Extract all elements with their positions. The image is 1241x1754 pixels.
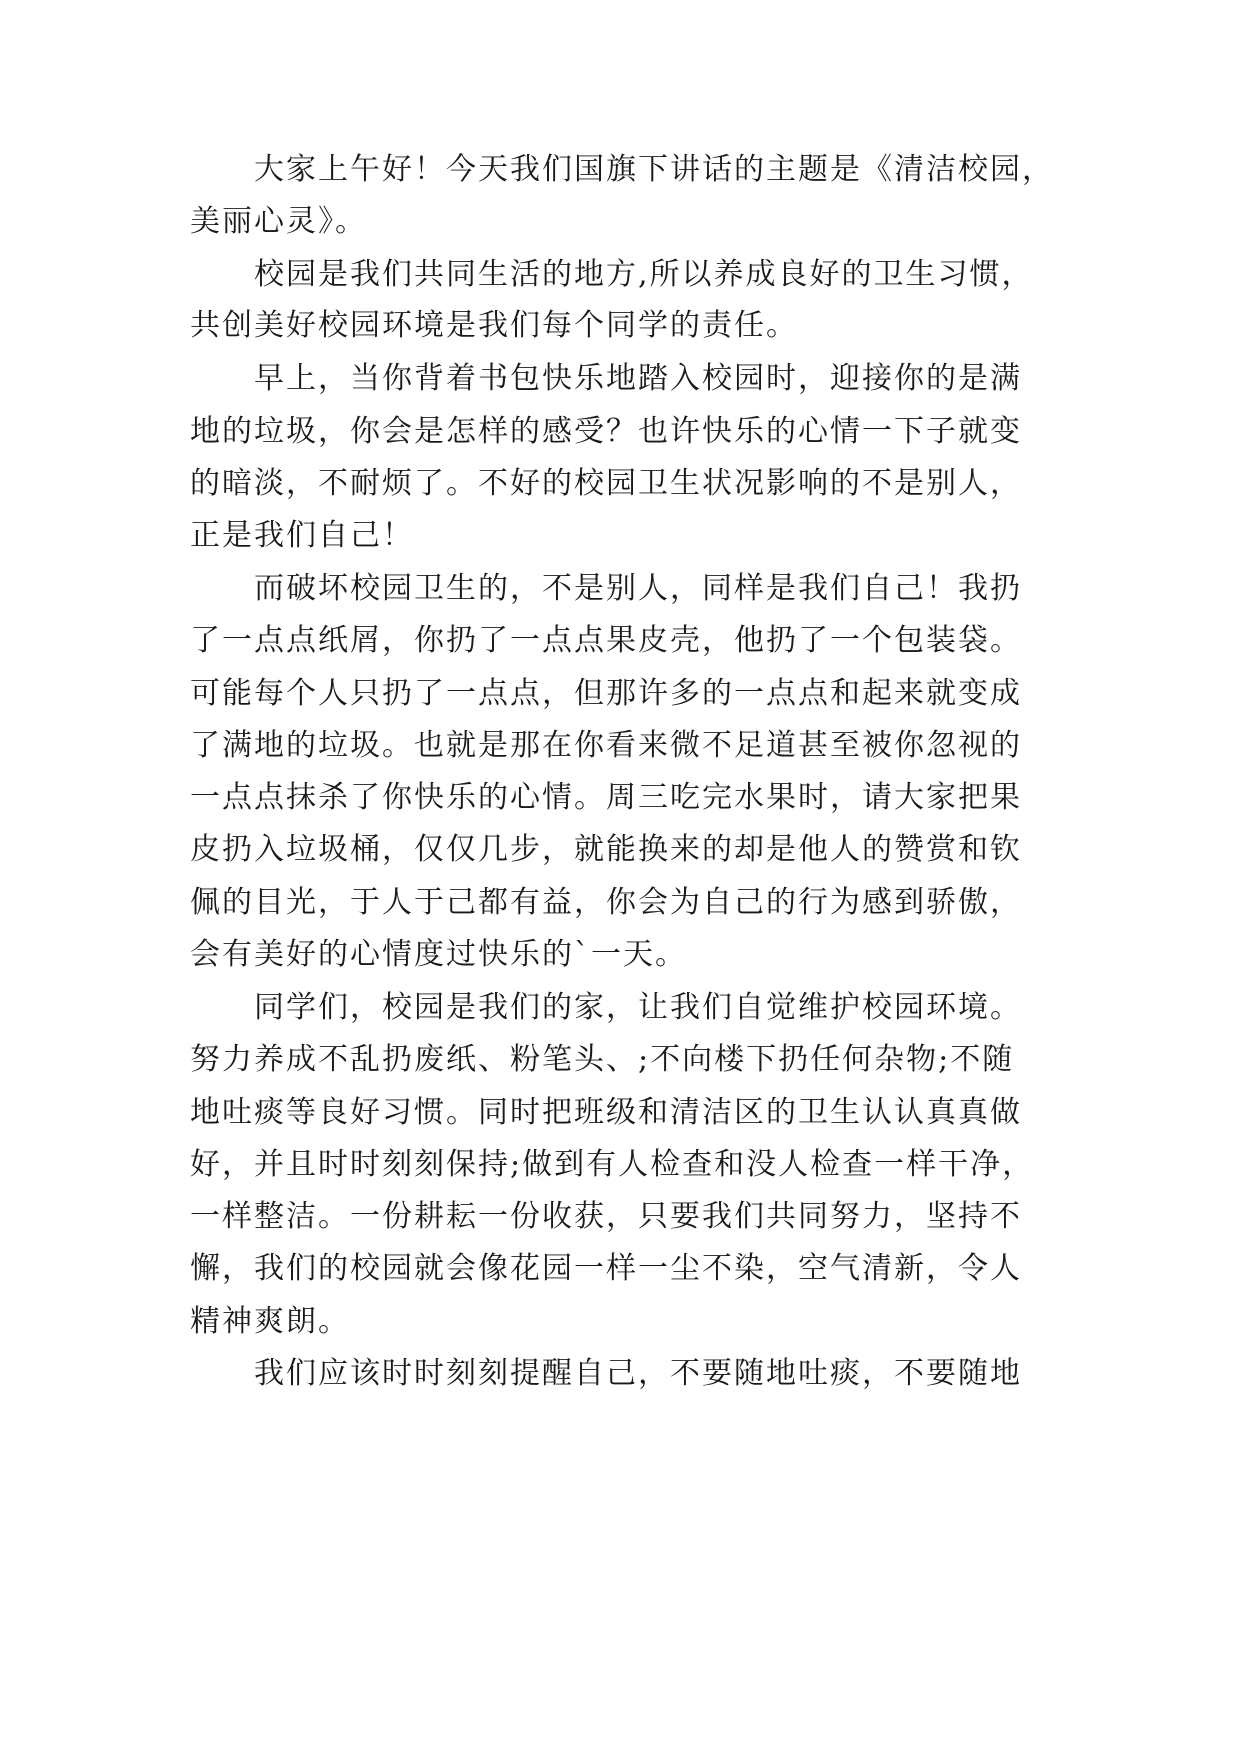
text-line: 我们应该时时刻刻提醒自己，不要随地吐痰，不要随地: [254, 1356, 1022, 1391]
text-line: 大家上午好！今天我们国旗下讲话的主题是《清洁校园，: [254, 152, 1054, 187]
text-line: 佩的目光，于人于己都有益，你会为自己的行为感到骄傲，: [190, 885, 1022, 920]
text-line: 努力养成不乱扔废纸、粉笔头、;不向楼下扔任何杂物;不随: [190, 1042, 1015, 1077]
text-line: 了一点点纸屑，你扔了一点点果皮壳，他扔了一个包装袋。: [190, 623, 1022, 658]
text-line: 地的垃圾，你会是怎样的感受？也许快乐的心情一下子就变: [190, 414, 1022, 449]
text-line: 而破坏校园卫生的，不是别人，同样是我们自己！我扔: [254, 571, 1022, 606]
text-line: 一样整洁。一份耕耘一份收获，只要我们共同努力，坚持不: [190, 1199, 1022, 1234]
text-line: 会有美好的心情度过快乐的`一天。: [190, 937, 687, 972]
text-line: 好，并且时时刻刻保持;做到有人检查和没人检查一样干净，: [190, 1147, 1035, 1182]
text-line: 正是我们自己！: [190, 518, 414, 553]
text-line: 早上，当你背着书包快乐地踏入校园时，迎接你的是满: [254, 361, 1022, 396]
text-line: 了满地的垃圾。也就是那在你看来微不足道甚至被你忽视的: [190, 728, 1022, 763]
text-line: 精神爽朗。: [190, 1304, 350, 1339]
text-line: 同学们，校园是我们的家，让我们自觉维护校园环境。: [254, 990, 1022, 1025]
text-line: 美丽心灵》。: [190, 204, 367, 239]
text-line: 懈，我们的校园就会像花园一样一尘不染，空气清新，令人: [190, 1251, 1022, 1286]
text-line: 皮扔入垃圾桶，仅仅几步，就能换来的却是他人的赞赏和钦: [190, 832, 1022, 867]
text-line: 一点点抹杀了你快乐的心情。周三吃完水果时，请大家把果: [190, 780, 1022, 815]
text-line: 校园是我们共同生活的地方,所以养成良好的卫生习惯，: [254, 257, 1034, 292]
text-line: 的暗淡，不耐烦了。不好的校园卫生状况影响的不是别人，: [190, 466, 1022, 501]
text-line: 可能每个人只扔了一点点，但那许多的一点点和起来就变成: [190, 676, 1022, 711]
text-line: 共创美好校园环境是我们每个同学的责任。: [190, 308, 798, 343]
text-line: 地吐痰等良好习惯。同时把班级和清洁区的卫生认认真真做: [190, 1095, 1022, 1130]
